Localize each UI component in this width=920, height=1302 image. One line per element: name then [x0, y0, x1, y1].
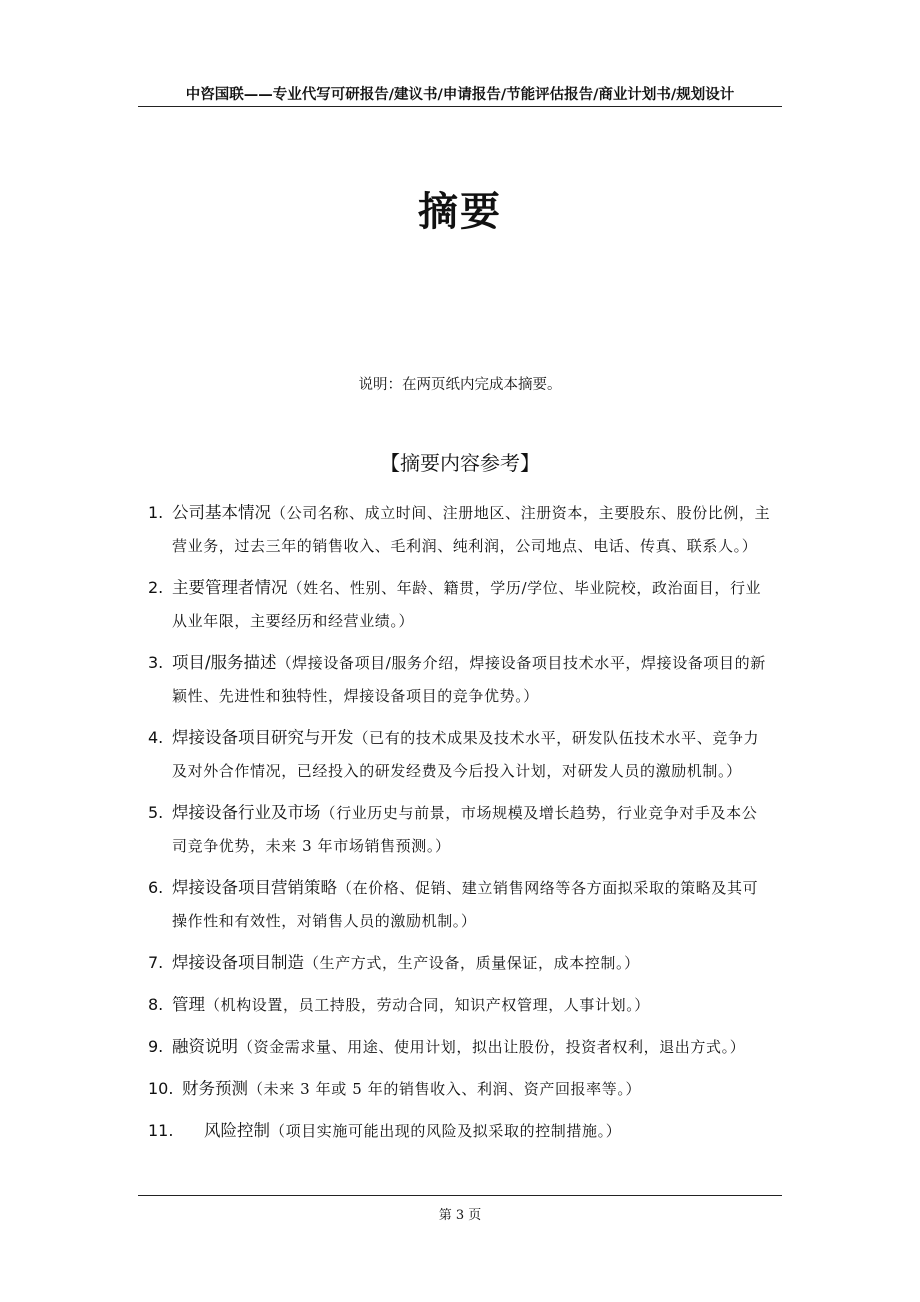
item-description: （姓名、性别、年龄、籍贯，学历/学位、毕业院校，政治面目，行业从业年限，主要经历和经营业绩。）	[172, 579, 762, 630]
instruction-note: 说明：在两页纸内完成本摘要。	[358, 377, 562, 393]
item-key: 焊接设备项目制造	[172, 953, 304, 972]
item-key: 焊接设备行业及市场	[172, 803, 321, 822]
item-description: （资金需求量、用途、使用计划，拟出让股份，投资者权利，退出方式。）	[238, 1038, 746, 1056]
footer-divider	[138, 1195, 782, 1196]
item-key: 焊接设备项目研究与开发	[172, 728, 354, 747]
item-description: （在价格、促销、建立销售网络等各方面拟采取的策略及其可操作性和有效性，对销售人员的激励机制。）	[172, 879, 759, 930]
item-description: （机构设置，员工持股，劳动合同，知识产权管理，人事计划。）	[205, 996, 650, 1014]
list-item	[148, 496, 772, 563]
item-number: 1.	[148, 503, 164, 522]
item-number: 10.	[148, 1079, 174, 1098]
item-number: 5.	[148, 803, 164, 822]
item-key: 项目/服务描述	[172, 653, 277, 672]
list-item	[148, 1072, 772, 1106]
list-item	[148, 871, 772, 938]
item-key: 财务预测	[182, 1079, 248, 1098]
list-item	[148, 1114, 772, 1148]
item-number: 7.	[148, 953, 164, 972]
item-description: （公司名称、成立时间、注册地区、注册资本，主要股东、股份比例，主营业务，过去三年的销售收入、毛利润、纯利润，公司地点、电话、传真、联系人。）	[172, 504, 771, 555]
item-description: （项目实施可能出现的风险及拟采取的控制措施。）	[270, 1122, 622, 1140]
item-number: 9.	[148, 1037, 164, 1056]
item-description: （生产方式，生产设备，质量保证，成本控制。）	[304, 954, 640, 972]
item-key: 融资说明	[172, 1037, 238, 1056]
item-description: （焊接设备项目/服务介绍，焊接设备项目技术水平，焊接设备项目的新颖性、先进性和独特性，焊接设备项目的竞争优势。）	[172, 654, 766, 705]
item-description: （未来 3 年或 5 年的销售收入、利润、资产回报率等。）	[248, 1080, 642, 1098]
item-number: 3.	[148, 653, 164, 672]
summary-item-list	[148, 496, 772, 1156]
item-number: 6.	[148, 878, 164, 897]
header-divider	[138, 106, 782, 107]
item-key: 风险控制	[204, 1121, 270, 1140]
list-item	[148, 646, 772, 713]
page-header: 中咨国联——专业代写可研报告/建议书/申请报告/节能评估报告/商业计划书/规划设计	[185, 87, 735, 103]
item-key: 主要管理者情况	[172, 578, 288, 597]
item-description: （行业历史与前景，市场规模及增长趋势，行业竞争对手及本公司竞争优势，未来 3 年市场销售预测。）	[172, 804, 758, 855]
list-item	[148, 1030, 772, 1064]
list-item	[148, 571, 772, 638]
list-item	[148, 721, 772, 788]
item-key: 焊接设备项目营销策略	[172, 878, 337, 897]
item-key: 公司基本情况	[172, 503, 271, 522]
item-number: 11.	[148, 1121, 174, 1140]
list-item	[148, 796, 772, 863]
item-description: （已有的技术成果及技术水平，研发队伍技术水平、竞争力及对外合作情况，已经投入的研发经费及今后投入计划，对研发人员的激励机制。）	[172, 729, 760, 780]
item-key: 管理	[172, 995, 205, 1014]
list-item	[148, 988, 772, 1022]
page-number: 第 3 页	[438, 1208, 482, 1223]
page-title: 摘要	[418, 189, 502, 235]
item-number: 8.	[148, 995, 164, 1014]
reference-heading: 【摘要内容参考】	[380, 451, 540, 475]
item-number: 4.	[148, 728, 164, 747]
item-number: 2.	[148, 578, 164, 597]
list-item	[148, 946, 772, 980]
